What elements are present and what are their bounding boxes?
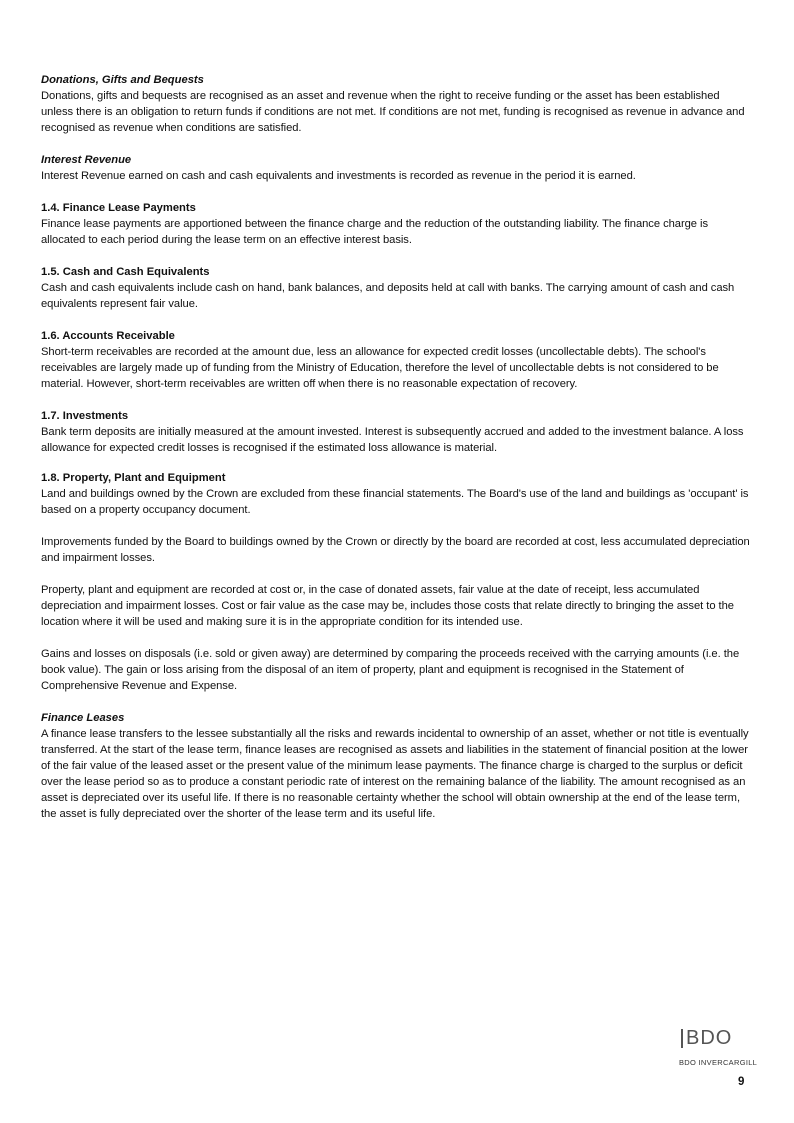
section-heading: 1.8. Property, Plant and Equipment <box>41 472 226 484</box>
section-heading: Interest Revenue <box>41 154 132 166</box>
section-heading: 1.7. Investments <box>41 410 129 422</box>
section-finance-leases <box>41 710 753 822</box>
section-heading: 1.4. Finance Lease Payments <box>41 202 196 214</box>
section-paragraph: A finance lease transfers to the lessee substantially all the risks and rewards incidental to ownership of an asset, whether or not title is eventually transferred. At the start of the lease term, finance leases are recognised as assets and liabilities in the statement of financial position at the lower of the fair value of the leased asset or the present value of the minimum lease payments. The finance charge is charged to the surplus or deficit over the lease period so as to produce a constant periodic rate of interest on the remaining balance of the liability. The amount recognised as an asset is depreciated over its useful life. If there is no reasonable certainty whether the school will obtain ownership at the end of the lease term, the asset is fully depreciated over the shorter of the lease term and its useful life. <box>41 728 749 820</box>
section-paragraph: Property, plant and equipment are recorded at cost or, in the case of donated assets, fair value at the date of receipt, less accumulated depreciation and impairment losses. Cost or fair value as the case may be, includes those costs that relate directly to bringing the asset to the location where it will be used and making sure it is in the appropriate condition for its intended use. <box>41 584 734 628</box>
section-paragraph: Interest Revenue earned on cash and cash equivalents and investments is recorded as revenue in the period it is earned. <box>41 170 636 182</box>
section-accounts-receivable <box>41 328 753 392</box>
section-paragraph: Improvements funded by the Board to buildings owned by the Crown or directly by the board are recorded at cost, less accumulated depreciation and impairment losses. <box>41 536 750 564</box>
section-paragraph: Cash and cash equivalents include cash on hand, bank balances, and deposits held at call with banks. The carrying amount of cash and cash equivalents represent fair value. <box>41 282 735 310</box>
section-heading: 1.6. Accounts Receivable <box>41 330 175 342</box>
logo-subtitle: BDO INVERCARGILL <box>679 1058 758 1067</box>
section-paragraph: Short-term receivables are recorded at the amount due, less an allowance for expected credit losses (uncollectable debts). The school's receivables are largely made up of funding from the Ministry of Education, therefore the level of uncollectable debts is not considered to be material. However, short-term receivables are written off when there is no reasonable expectation of recovery. <box>41 346 719 390</box>
section-paragraph: Bank term deposits are initially measured at the amount invested. Interest is subsequently accrued and added to the investment balance. A loss allowance for expected credit losses is recognised if the estimated loss allowance is material. <box>41 426 744 454</box>
section-property-plant-equipment <box>41 470 753 694</box>
section-finance-lease-payments <box>41 200 753 248</box>
section-investments <box>41 408 753 456</box>
section-heading: Donations, Gifts and Bequests <box>41 74 204 86</box>
document-body <box>41 72 753 838</box>
logo-bar-icon <box>681 1029 683 1048</box>
bdo-logo <box>679 1026 758 1074</box>
section-paragraph: Land and buildings owned by the Crown are excluded from these financial statements. The Board's use of the land and buildings as 'occupant' is based on a property occupancy document. <box>41 488 749 516</box>
section-heading: Finance Leases <box>41 712 125 724</box>
section-paragraph: Donations, gifts and bequests are recognised as an asset and revenue when the right to receive funding or the asset has been established unless there is an obligation to return funds if conditions are not met. If conditions are not met, funding is recognised as revenue in advance and recognised as revenue when conditions are satisfied. <box>41 90 745 134</box>
logo-text: BDO <box>686 1027 733 1049</box>
section-donations <box>41 72 753 136</box>
section-paragraph: Gains and losses on disposals (i.e. sold or given away) are determined by comparing the proceeds received with the carrying amounts (i.e. the book value). The gain or loss arising from the disposal of an item of property, plant and equipment is recognised in the Statement of Comprehensive Revenue and Expense. <box>41 648 740 692</box>
bdo-logo-mark <box>681 1026 743 1050</box>
section-interest-revenue <box>41 152 753 184</box>
page-number: 9 <box>738 1076 745 1088</box>
section-paragraph: Finance lease payments are apportioned between the finance charge and the reduction of the outstanding liability. The finance charge is allocated to each period during the lease term on an effective interest basis. <box>41 218 709 246</box>
section-cash-equivalents <box>41 264 753 312</box>
section-heading: 1.5. Cash and Cash Equivalents <box>41 266 210 278</box>
